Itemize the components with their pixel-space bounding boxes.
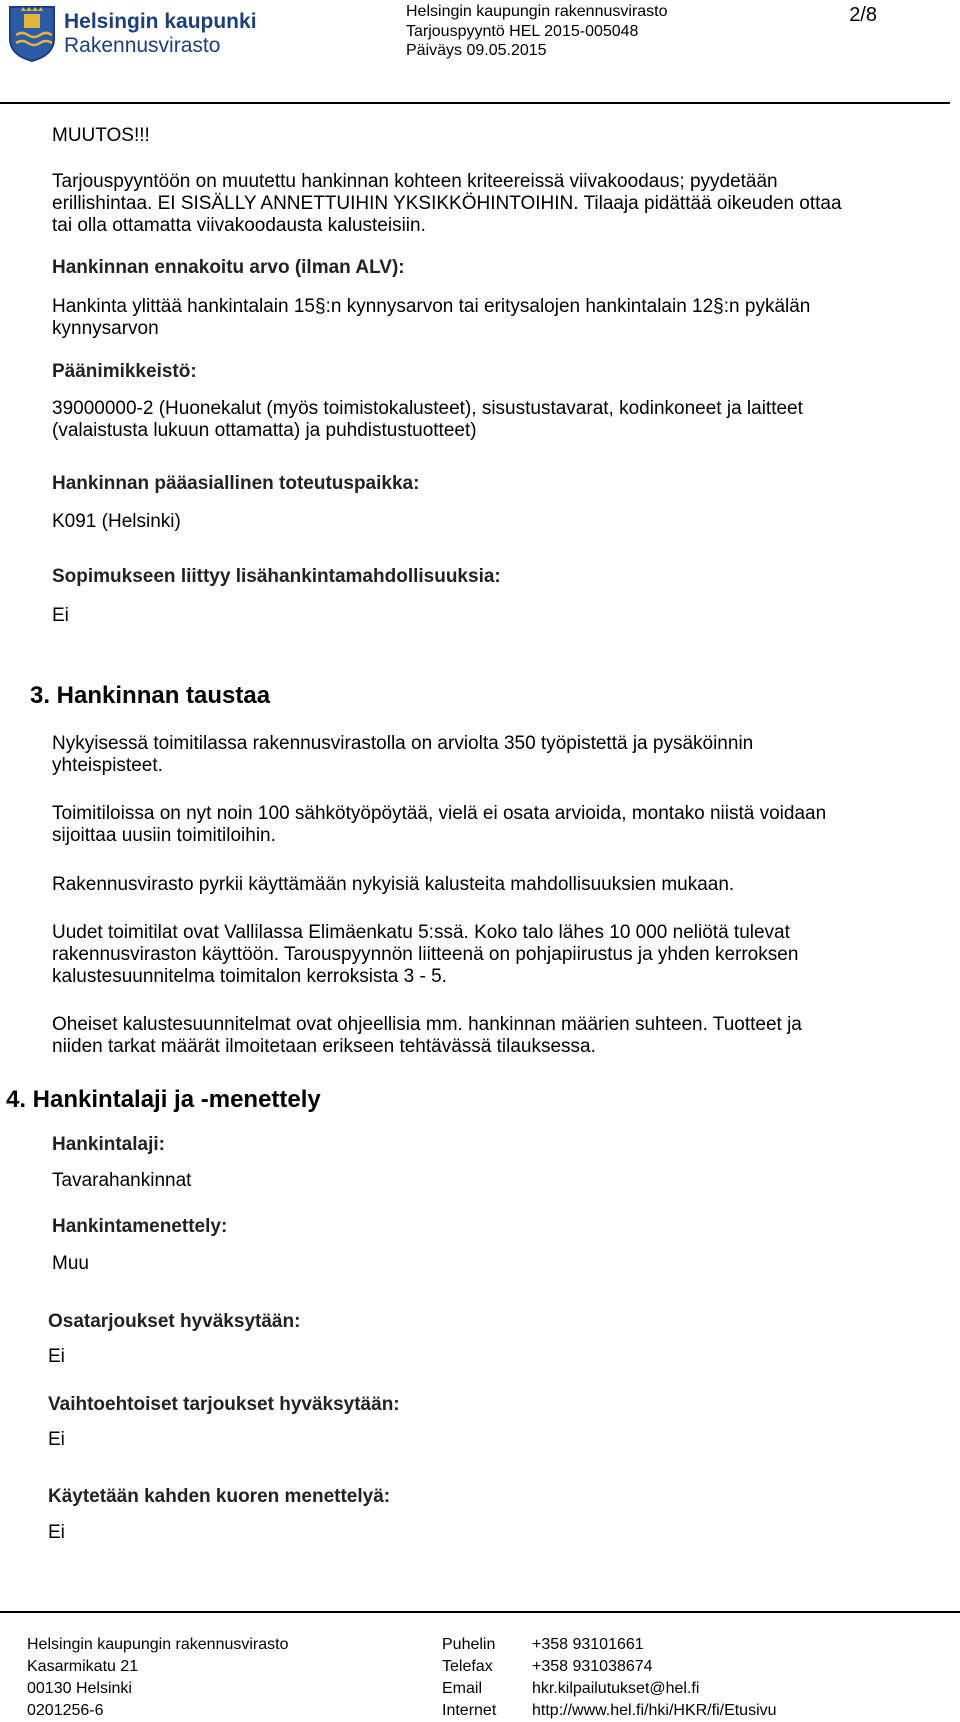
procedure-value: Muu (52, 1253, 89, 1274)
footer-phone-label: Puhelin (442, 1636, 496, 1653)
page-number: 2/8 (849, 4, 877, 26)
procedure-label: Hankintamenettely: (52, 1216, 228, 1237)
additional-procurement-label: Sopimukseen liittyy lisähankintamahdollisuuksia: (52, 566, 501, 587)
background-paragraph: Oheiset kalustesuunnitelmat ovat ohjeellisia mm. hankinnan määrien suhteen. Tuotteet ja (52, 1014, 802, 1035)
background-paragraph: Toimitiloissa on nyt noin 100 sähkötyöpöytää, vielä ei osata arvioida, montako niistä voidaan (52, 803, 827, 824)
footer-web-link[interactable]: http://www.hel.fi/hki/HKR/fi/Etusivu (532, 1702, 777, 1719)
footer-contact-values (532, 1634, 777, 1722)
footer-city: 00130 Helsinki (27, 1680, 132, 1697)
cpv-text: 39000000-2 (Huonekalut (myös toimistokalusteet), sisustustavarat, kodinkoneet ja laitteet (52, 398, 803, 419)
alternative-bids-label: Vaihtoehtoiset tarjoukset hyväksytään: (48, 1394, 400, 1415)
partial-bids-value: Ei (48, 1346, 65, 1367)
header-date: Päiväys 09.05.2015 (406, 42, 547, 59)
footer-email-link[interactable]: hkr.kilpailutukset@hel.fi (532, 1680, 700, 1697)
footer-divider (0, 1611, 960, 1613)
estimated-value-label: Hankinnan ennakoitu arvo (ilman ALV): (52, 257, 405, 278)
estimated-value-text: kynnysarvon (52, 318, 159, 339)
background-paragraph: niiden tarkat määrät ilmoitetaan erikseen tehtävässä tilauksessa. (52, 1036, 596, 1057)
footer-business-id: 0201256-6 (27, 1702, 104, 1719)
header-divider (0, 102, 950, 104)
section-3-heading: 3. Hankinnan taustaa (30, 682, 271, 709)
cpv-text: (valaistusta lukuun ottamatta) ja puhdistustuotteet) (52, 420, 477, 441)
background-paragraph: yhteispisteet. (52, 755, 163, 776)
footer-web-label: Internet (442, 1702, 497, 1719)
footer-fax: +358 931038674 (532, 1658, 653, 1675)
header-reference: Tarjouspyyntö HEL 2015-005048 (406, 23, 639, 40)
place-label: Hankinnan pääasiallinen toteutuspaikka: (52, 473, 420, 494)
change-notice-line: tai olla ottamatta viivakoodausta kalusteisiin. (52, 215, 426, 236)
change-notice-line: Tarjouspyyntöön on muutettu hankinnan kohteen kriteereissä viivakoodaus; pyydetään (52, 171, 778, 192)
helsinki-crest-icon (8, 5, 56, 63)
footer-address (27, 1634, 289, 1722)
footer-contact-labels (442, 1634, 496, 1722)
background-paragraph: sijoittaa uusiin toimitiloihin. (52, 825, 276, 846)
footer-street: Kasarmikatu 21 (27, 1658, 139, 1675)
background-paragraph: rakennusviraston käyttöön. Tarouspyynnön liitteenä on pohjapiirustus ja yhden kerroksen (52, 944, 799, 965)
alternative-bids-value: Ei (48, 1429, 65, 1450)
change-notice-line: erillishintaa. EI SISÄLLY ANNETTUIHIN YKSIKKÖHINTOIHIN. Tilaaja pidättää oikeuden ottaa (52, 193, 842, 214)
procurement-type-label: Hankintalaji: (52, 1134, 165, 1155)
cpv-label: Päänimikkeistö: (52, 361, 197, 382)
estimated-value-text: Hankinta ylittää hankintalain 15§:n kynnysarvon tai eritysalojen hankintalain 12§:n pykälän (52, 296, 811, 317)
footer-phone: +358 93101661 (532, 1636, 644, 1653)
procurement-type-value: Tavarahankinnat (52, 1170, 192, 1191)
header-organization: Helsingin kaupungin rakennusvirasto (406, 3, 668, 20)
background-paragraph: Rakennusvirasto pyrkii käyttämään nykyisiä kalusteita mahdollisuuksien mukaan. (52, 874, 735, 895)
footer-email-label: Email (442, 1680, 483, 1697)
footer-fax-label: Telefax (442, 1658, 493, 1675)
footer-organization: Helsingin kaupungin rakennusvirasto (27, 1636, 289, 1653)
partial-bids-label: Osatarjoukset hyväksytään: (48, 1311, 301, 1332)
background-paragraph: Nykyisessä toimitilassa rakennusvirastolla on arviolta 350 työpistettä ja pysäköinnin (52, 733, 754, 754)
logo-subtitle: Rakennusvirasto (64, 34, 221, 57)
section-4-heading: 4. Hankintalaji ja -menettely (6, 1086, 321, 1113)
additional-procurement-value: Ei (52, 605, 69, 626)
place-value: K091 (Helsinki) (52, 511, 181, 532)
background-paragraph: Uudet toimitilat ovat Vallilassa Elimäenkatu 5:ssä. Koko talo lähes 10 000 neliötä tulevat (52, 922, 790, 943)
logo-title: Helsingin kaupunki (64, 10, 257, 33)
two-envelope-value: Ei (48, 1522, 65, 1543)
change-notice-title: MUUTOS!!! (52, 125, 150, 146)
background-paragraph: kalustesuunnitelma toimitalon kerroksista 3 - 5. (52, 966, 447, 987)
two-envelope-label: Käytetään kahden kuoren menettelyä: (48, 1486, 391, 1507)
